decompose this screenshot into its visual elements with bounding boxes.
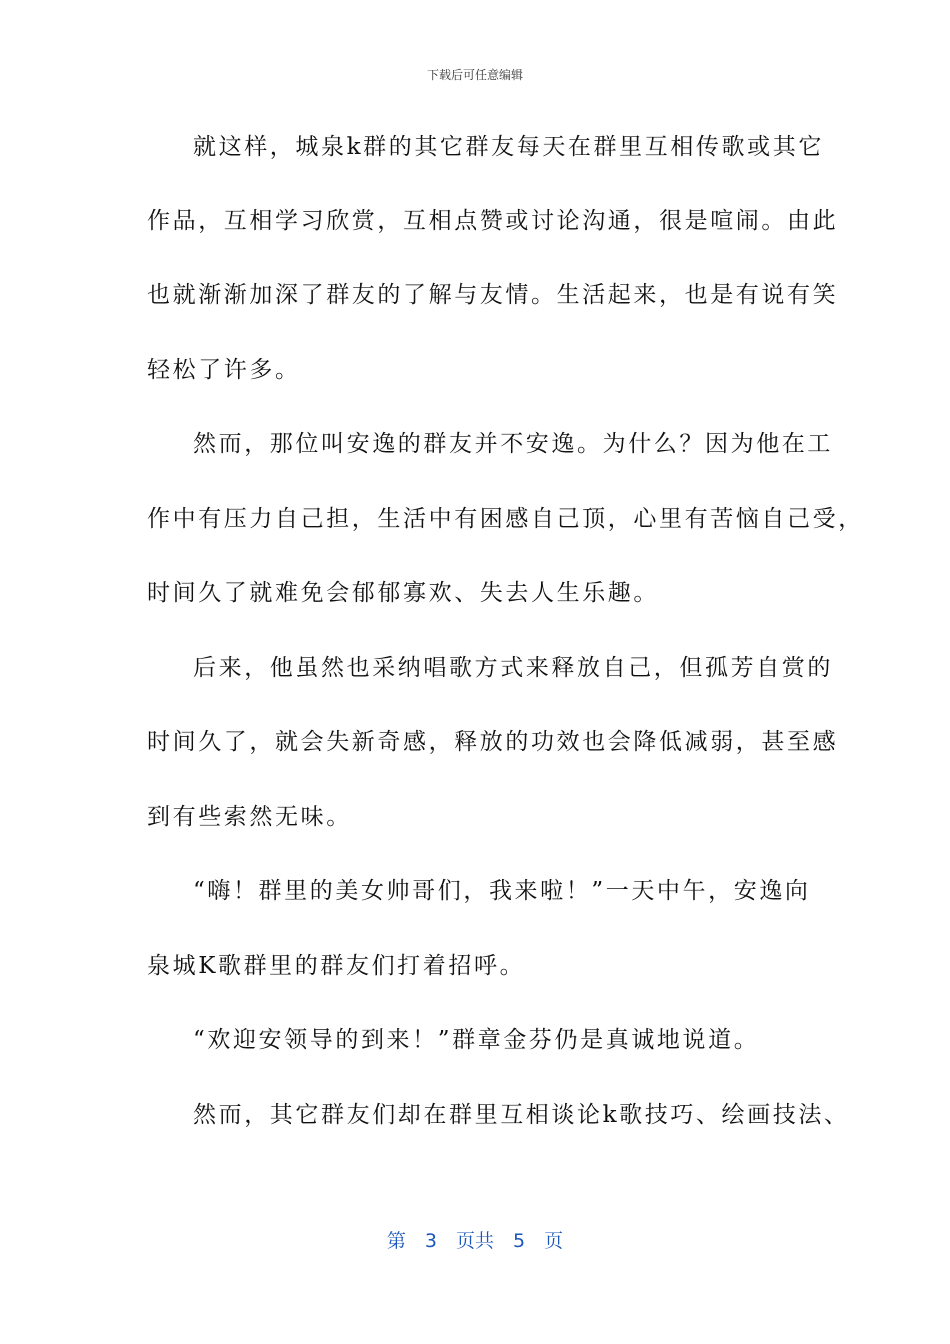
text-line: 泉城K歌群里的群友们打着招呼。 (147, 953, 526, 979)
text-line: 然而，其它群友们却在群里互相谈论k歌技巧、绘画技法、 (193, 1102, 850, 1128)
download-edit-note: 下载后可任意编辑 (426, 68, 523, 82)
text-line: 时间久了就难免会郁郁寡欢、失去人生乐趣。 (147, 580, 659, 606)
text-line: 时间久了，就会失新奇感，释放的功效也会降低减弱，甚至感 (147, 729, 839, 755)
text-line: 轻松了许多。 (147, 357, 301, 383)
text-line: 作中有压力自己担，生活中有困感自己顶，心里有苦恼自己受， (147, 506, 864, 532)
text-line: 也就渐渐加深了群友的了解与友情。生活起来，也是有说有笑 (147, 282, 839, 308)
text-line: “欢迎安领导的到来！”群章金芬仍是真诚地说道。 (193, 1027, 760, 1053)
text-line: “嗨！群里的美女帅哥们，我来啦！”一天中午，安逸向 (193, 878, 811, 904)
page-number-footer: 第 3 页共 5 页 (386, 1230, 564, 1252)
text-line: 后来，他虽然也采纳唱歌方式来释放自己，但孤芳自赏的 (193, 655, 833, 681)
text-line: 到有些索然无味。 (147, 804, 352, 830)
text-line: 作品，互相学习欣赏，互相点赞或讨论沟通，很是喧闹。由此 (147, 208, 839, 234)
text-line: 然而，那位叫安逸的群友并不安逸。为什么？因为他在工 (193, 431, 833, 457)
text-line: 就这样，城泉k群的其它群友每天在群里互相传歌或其它 (193, 134, 824, 160)
